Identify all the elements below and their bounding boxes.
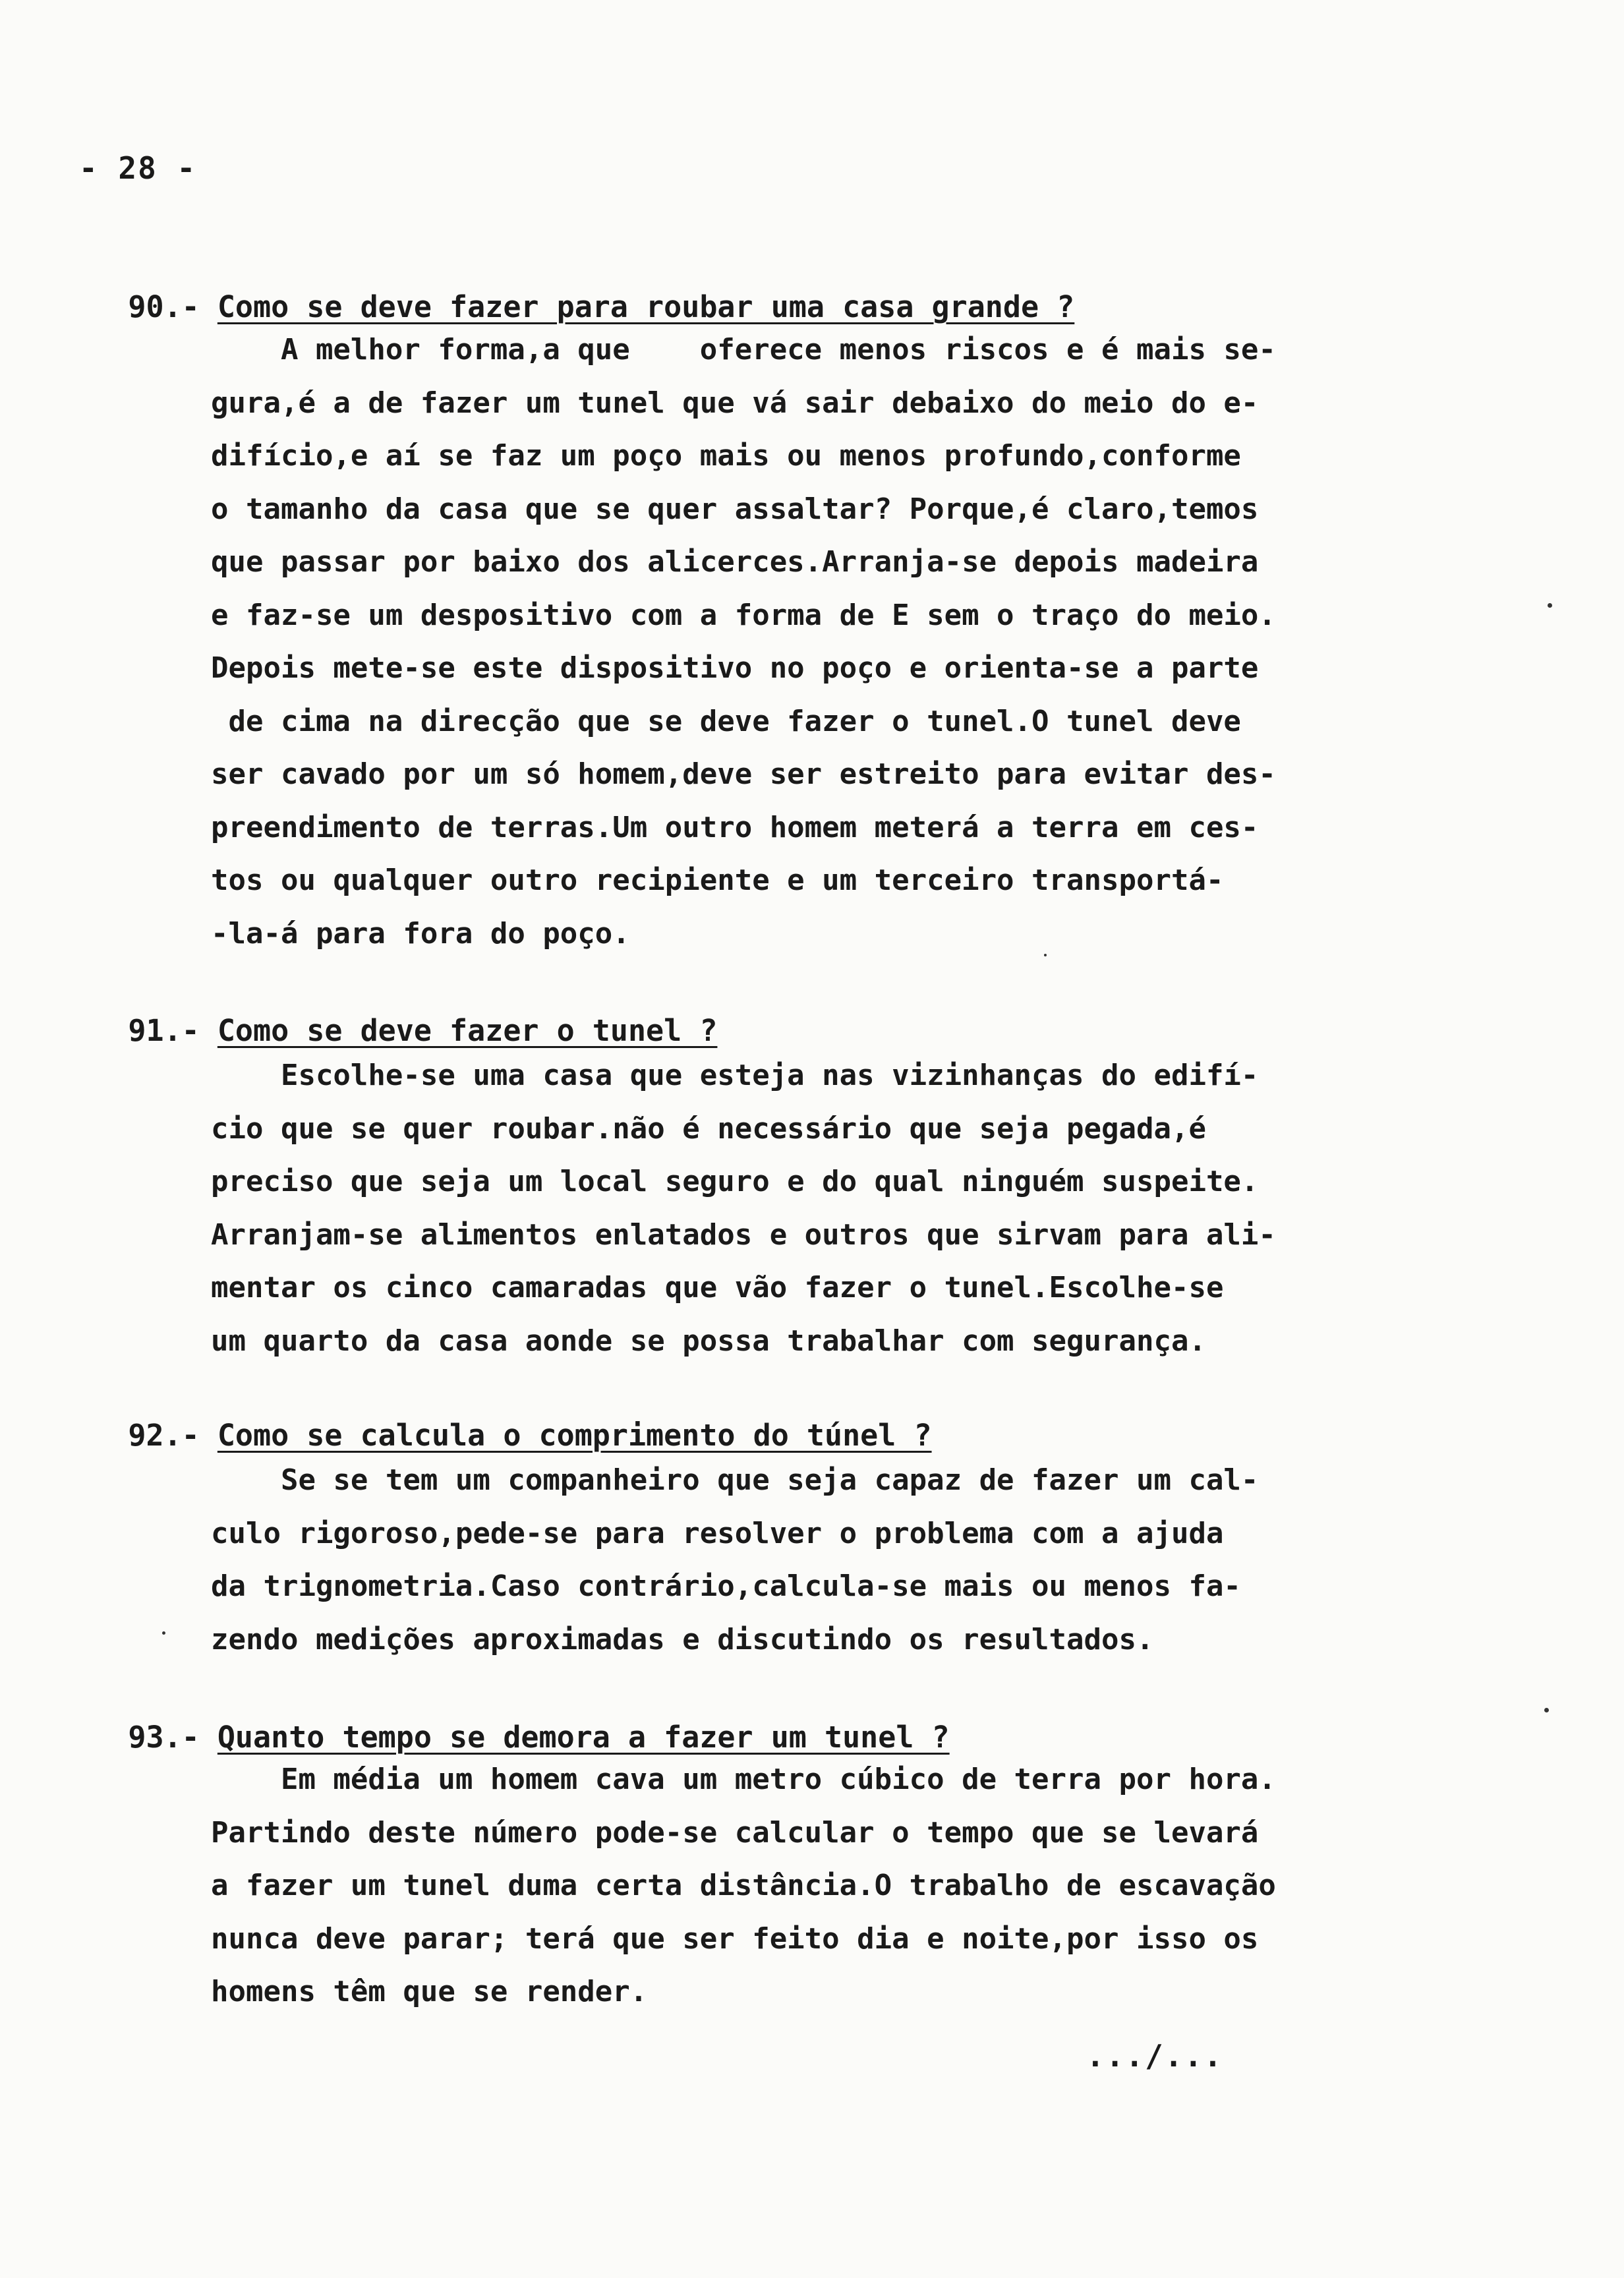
scan-speck: [1548, 603, 1552, 608]
text-line: a fazer um tunel duma certa distância.O trabalho de escavação: [211, 1869, 1276, 1902]
text-line: Arranjam-se alimentos enlatados e outros que sirvam para ali-: [211, 1217, 1276, 1252]
text-line: homens têm que se render.: [211, 1975, 648, 2008]
text-line: Escolhe-se uma casa que esteja nas vizinhanças do edifí-: [211, 1059, 1259, 1092]
text-line: culo rigoroso,pede-se para resolver o problema com a ajuda: [211, 1516, 1224, 1550]
answer-paragraph-93: [211, 1753, 1410, 2019]
text-line: A melhor forma,a que oferece menos riscos e é mais se-: [211, 333, 1276, 366]
answer-paragraph-91: [211, 1049, 1410, 1368]
question-title: Como se deve fazer o tunel ?: [217, 1013, 718, 1048]
text-line: -la-á para fora do poço.: [211, 916, 630, 950]
text-line: de cima na direcção que se deve fazer o tunel.O tunel deve: [211, 704, 1241, 738]
question-title: Como se calcula o comprimento do túnel ?: [217, 1418, 932, 1453]
text-line: da trignometria.Caso contrário,calcula-se mais ou menos fa-: [211, 1569, 1241, 1603]
text-line: um quarto da casa aonde se possa trabalhar com segurança.: [211, 1324, 1206, 1358]
continuation-mark: .../...: [1086, 2038, 1223, 2074]
text-line: Partindo deste número pode-se calcular o tempo que se levará: [211, 1815, 1259, 1850]
text-line: cio que se quer roubar.não é necessário que seja pegada,é: [211, 1111, 1206, 1146]
scan-speck: [162, 1631, 165, 1635]
question-number: 92.-: [128, 1418, 200, 1453]
scan-speck: [1044, 954, 1047, 956]
text-line: e faz-se um despositivo com a forma de E sem o traço do meio.: [211, 598, 1276, 632]
page-number: - 28 -: [79, 150, 197, 186]
answer-paragraph-90: [211, 324, 1410, 960]
question-title: Como se deve fazer para roubar uma casa grande ?: [217, 289, 1075, 324]
question-number: 93.-: [128, 1720, 200, 1755]
text-line: Em média um homem cava um metro cúbico de terra por hora.: [211, 1763, 1276, 1796]
answer-paragraph-92: [211, 1454, 1410, 1666]
text-line: mentar os cinco camaradas que vão fazer o tunel.Escolhe-se: [211, 1271, 1224, 1304]
text-line: preciso que seja um local seguro e do qual ninguém suspeite.: [211, 1165, 1259, 1198]
text-line: ser cavado por um só homem,deve ser estreito para evitar des-: [211, 757, 1276, 791]
text-line: que passar por baixo dos alicerces.Arranja-se depois madeira: [211, 545, 1259, 579]
text-line: gura,é a de fazer um tunel que vá sair debaixo do meio do e-: [211, 386, 1259, 420]
text-line: nunca deve parar; terá que ser feito dia e noite,por isso os: [211, 1921, 1259, 1956]
text-line: o tamanho da casa que se quer assaltar? Porque,é claro,temos: [211, 492, 1259, 526]
text-line: Se se tem um companheiro que seja capaz de fazer um cal-: [211, 1463, 1259, 1497]
question-title: Quanto tempo se demora a fazer um tunel ?: [217, 1720, 950, 1755]
text-line: zendo medições aproximadas e discutindo os resultados.: [211, 1622, 1154, 1656]
question-number: 90.-: [128, 289, 200, 324]
text-line: tos ou qualquer outro recipiente e um terceiro transportá-: [211, 863, 1224, 897]
text-line: Depois mete-se este dispositivo no poço e orienta-se a parte: [211, 651, 1259, 685]
question-number: 91.-: [128, 1013, 200, 1048]
text-line: difício,e aí se faz um poço mais ou menos profundo,conforme: [211, 439, 1241, 473]
text-line: preendimento de terras.Um outro homem meterá a terra em ces-: [211, 810, 1259, 844]
scan-speck: [1544, 1708, 1549, 1712]
